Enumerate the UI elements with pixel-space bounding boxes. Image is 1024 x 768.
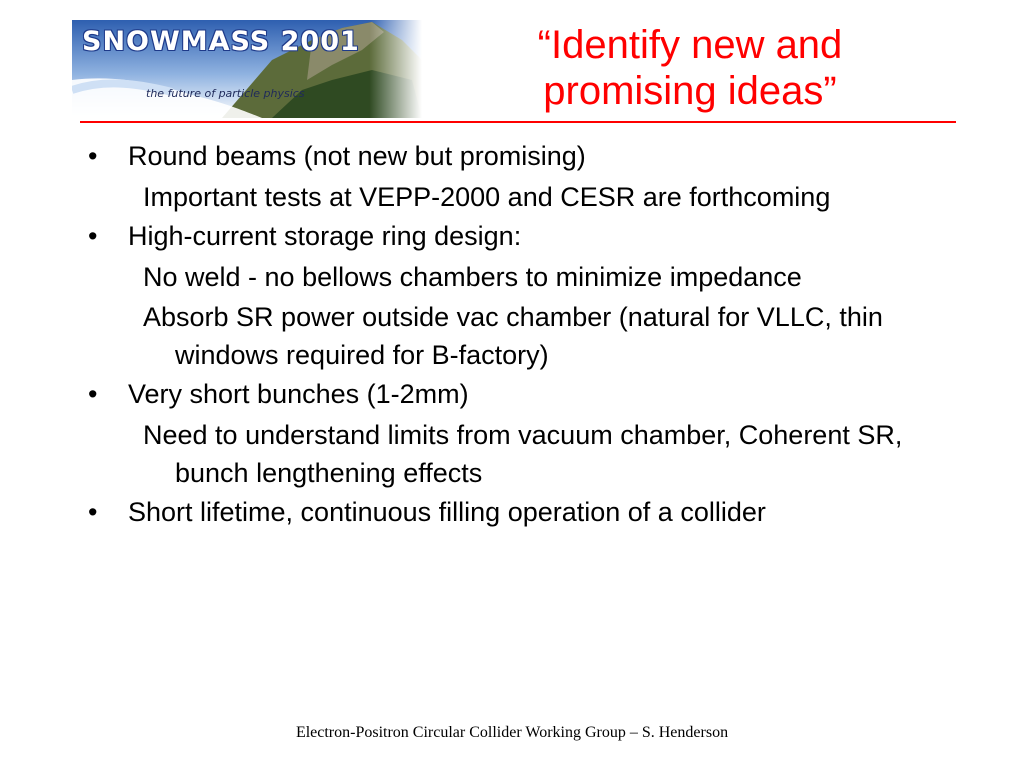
bullet-text: Very short bunches (1-2mm) [128, 379, 469, 409]
bullet-item [88, 494, 958, 530]
slide-footer: Electron-Positron Circular Collider Working Group – S. Henderson [295, 724, 729, 741]
slide-title-line-2: promising ideas” [543, 69, 837, 113]
snowmass-logo [72, 20, 422, 118]
bullet-glyph: • [88, 497, 98, 527]
bullet-item [88, 376, 958, 412]
sub-item: No weld - no bellows chambers to minimize impedance [143, 262, 802, 292]
slide-title [430, 22, 950, 114]
sub-item: Absorb SR power outside vac chamber (natural for VLLC, thin windows required for B-factory) [143, 302, 883, 370]
bullet-text: Round beams (not new but promising) [128, 141, 586, 171]
sub-item: Important tests at VEPP-2000 and CESR are forthcoming [143, 182, 831, 212]
bullet-item [88, 138, 958, 174]
bullet-list [88, 138, 958, 534]
bullet-glyph: • [88, 379, 98, 409]
logo-tagline: the future of particle physics [146, 87, 305, 100]
bullet-glyph: • [88, 141, 98, 171]
bullet-glyph: • [88, 221, 98, 251]
slide-title-line-1: “Identify new and [537, 23, 843, 67]
logo-title: SNOWMASS 2001 [82, 26, 360, 57]
bullet-item [88, 218, 958, 254]
bullet-text: High-current storage ring design: [128, 221, 522, 251]
title-divider [80, 121, 956, 123]
sub-item: Need to understand limits from vacuum chamber, Coherent SR, bunch lengthening effects [143, 420, 903, 488]
bullet-text: Short lifetime, continuous filling operation of a collider [128, 497, 766, 527]
